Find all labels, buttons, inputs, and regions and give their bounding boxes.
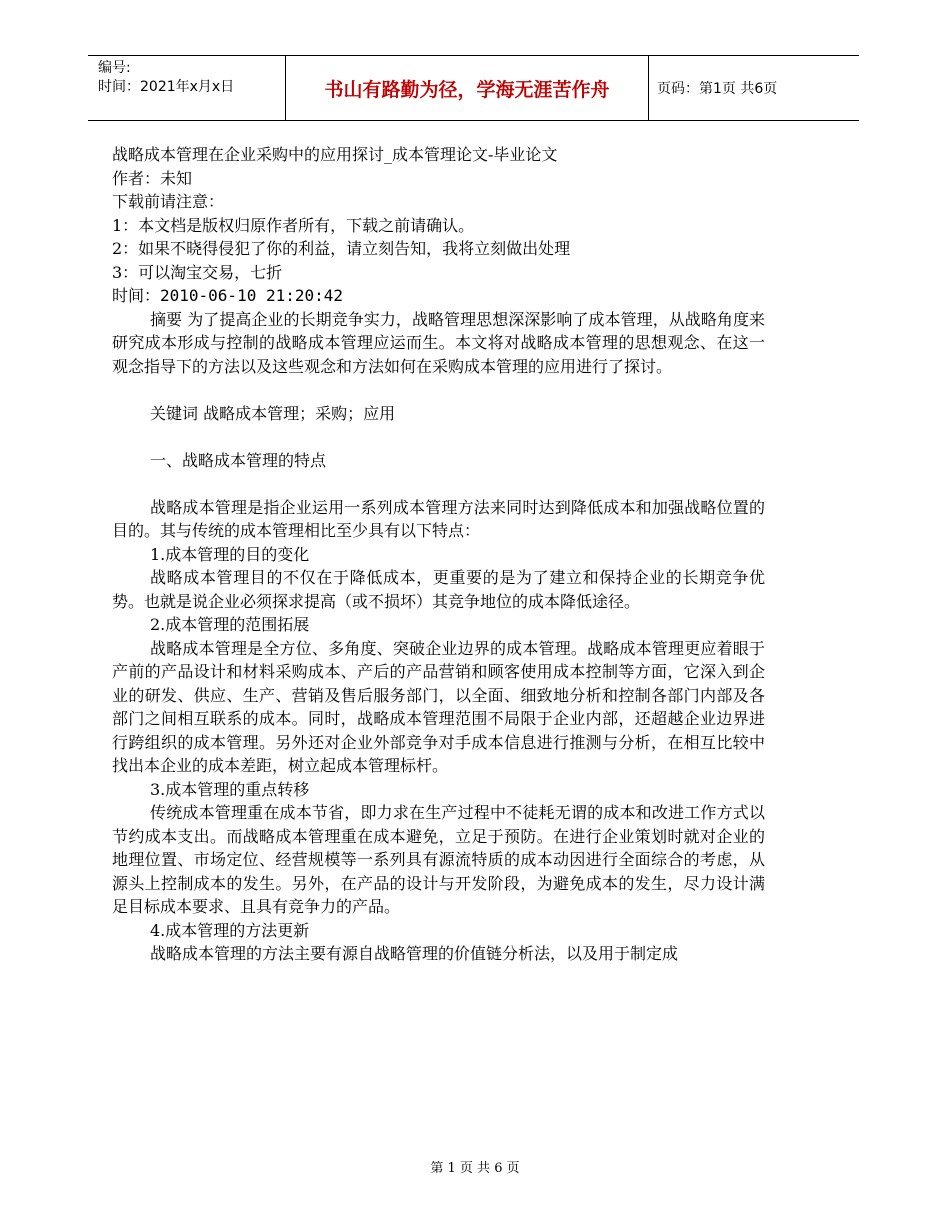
keywords: 关键词 战略成本管理；采购；应用 bbox=[150, 403, 396, 423]
publish-time: 时间：2010-06-10 21:20:42 bbox=[112, 286, 344, 305]
subsection-body: 战略成本管理的方法主要有源自战略管理的价值链分析法，以及用于制定成 bbox=[150, 944, 679, 963]
motto: 书山有路勤为径，学海无涯苦作舟 bbox=[285, 56, 649, 120]
header-left-cell bbox=[88, 56, 285, 120]
time-label: 时间：2021年x月x日 bbox=[98, 79, 235, 95]
page-info: 页码：第1页 共6页 bbox=[657, 81, 778, 97]
notice-3: 3：可以淘宝交易，七折 bbox=[112, 262, 283, 282]
subsection-title: 4.成本管理的方法更新 bbox=[150, 920, 310, 940]
notice-1: 1：本文档是版权归原作者所有，下载之前请确认。 bbox=[112, 215, 475, 235]
page-footer: 第 1 页 共 6 页 bbox=[430, 1161, 520, 1176]
subsection-body: 战略成本管理目的不仅在于降低成本，更重要的是为了建立和保持企业的长期竞争优势。也就是说企业必须探求提高（或不损坏）其竞争地位的成本降低途径。 bbox=[112, 568, 765, 611]
subsection-title: 3.成本管理的重点转移 bbox=[150, 779, 310, 799]
notice-title: 下载前请注意： bbox=[112, 192, 225, 211]
subsection-body: 传统成本管理重在成本节省，即力求在生产过程中不徒耗无谓的成本和改进工作方式以节约成本支出。而战略成本管理重在成本避免，立足于预防。在进行企业策划时就对企业的地理位置、市场定位、经营规模等一系列具有源流特质的成本动因进行全面综合的考虑，从源头上控制成本的发生。另外，在产品的设计与开发阶段，为避免成本的发生，尽力设计满足目标成本要求、且具有竞争力的产品。 bbox=[112, 803, 765, 916]
section-title: 一、战略成本管理的特点 bbox=[150, 450, 327, 470]
document-body bbox=[112, 143, 765, 966]
abstract: 摘要 为了提高企业的长期竞争实力，战略管理思想深深影响了成本管理，从战略角度来研究成本形成与控制的战略成本管理应运而生。本文将对战略成本管理的思想观念、在这一观念指导下的方法以及这些观念和方法如何在采购成本管理的应用进行了探讨。 bbox=[112, 309, 765, 376]
section-intro: 战略成本管理是指企业运用一系列成本管理方法来同时达到降低成本和加强战略位置的目的。其与传统的成本管理相比至少具有以下特点： bbox=[112, 497, 765, 540]
header-table bbox=[88, 55, 859, 121]
doc-title: 战略成本管理在企业采购中的应用探讨_成本管理论文-毕业论文 bbox=[112, 145, 558, 164]
number-label: 编号: bbox=[98, 60, 131, 76]
subsection-body: 战略成本管理是全方位、多角度、突破企业边界的成本管理。战略成本管理更应着眼于产前的产品设计和材料采购成本、产后的产品营销和顾客使用成本控制等方面，它深入到企业的研发、供应、生产、营销及售后服务部门，以全面、细致地分析和控制各部门内部及各部门之间相互联系的成本。同时，战略成本管理范围不局限于企业内部，还超越企业边界进行跨组织的成本管理。另外还对企业外部竞争对手成本信息进行推测与分析，在相互比较中找出本企业的成本差距，树立起成本管理标杆。 bbox=[112, 638, 765, 775]
author: 作者：未知 bbox=[112, 168, 193, 188]
subsection-title: 1.成本管理的目的变化 bbox=[150, 544, 310, 564]
subsection-title: 2.成本管理的范围拓展 bbox=[150, 615, 310, 634]
notice-2: 2：如果不晓得侵犯了你的利益，请立刻告知，我将立刻做出处理 bbox=[112, 239, 571, 258]
